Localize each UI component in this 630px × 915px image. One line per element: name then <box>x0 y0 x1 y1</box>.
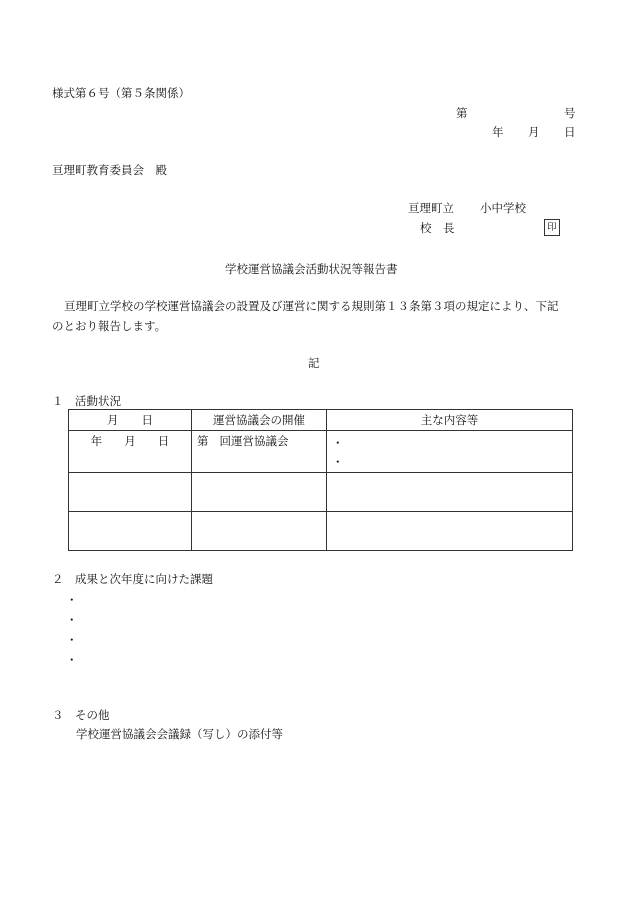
ref-go: 号 <box>564 106 576 120</box>
date-cell <box>69 473 192 512</box>
principal-label: 校 長 <box>420 221 455 235</box>
ref-dai: 第 <box>456 106 468 120</box>
list-item: ・ <box>66 613 78 627</box>
form-number: 様式第６号（第５条関係） <box>52 86 190 100</box>
row-month: 月 <box>124 434 136 448</box>
content-bullet: ・ <box>332 455 344 469</box>
table-header-row <box>69 410 573 431</box>
meeting-rest: 回運営協議会 <box>219 434 289 448</box>
content-cell <box>327 512 573 551</box>
date-cell <box>69 512 192 551</box>
meeting-dai: 第 <box>197 434 209 448</box>
addressee: 亘理町教育委員会 殿 <box>52 163 167 177</box>
seal-mark: 印 <box>544 219 560 236</box>
table-row <box>69 473 573 512</box>
section-2-heading: ２ 成果と次年度に向けた課題 <box>52 572 213 586</box>
meeting-cell <box>192 473 327 512</box>
content-bullet: ・ <box>332 436 344 450</box>
date-month: 月 <box>528 125 540 139</box>
sender-town: 亘理町立 <box>408 201 454 215</box>
list-item: ・ <box>66 633 78 647</box>
row-year: 年 <box>90 434 103 448</box>
section-3-text: 学校運営協議会会議録（写し）の添付等 <box>76 727 283 741</box>
section-1-heading: １ 活動状況 <box>52 394 121 408</box>
section-2-bullets <box>66 590 78 670</box>
body-line-2: のとおり報告します。 <box>52 319 167 333</box>
date-day: 日 <box>564 125 576 139</box>
body-line-1: 亘理町立学校の学校運営協議会の設置及び運営に関する規則第１３条第３項の規定により、下記 <box>64 299 559 313</box>
sender-school: 小中学校 <box>480 201 526 215</box>
meeting-cell <box>192 512 327 551</box>
row-day: 日 <box>157 434 170 448</box>
content-cell <box>327 473 573 512</box>
date-year: 年 <box>492 125 504 139</box>
document-title: 学校運営協議会活動状況等報告書 <box>225 262 398 276</box>
header-content: 主な内容等 <box>327 410 573 431</box>
list-item: ・ <box>66 593 78 607</box>
section-3-heading: ３ その他 <box>52 708 110 722</box>
activity-table <box>68 409 573 551</box>
content-cell <box>327 431 573 473</box>
meeting-cell <box>192 431 327 473</box>
header-date: 月 日 <box>69 410 192 431</box>
table-row <box>69 431 573 473</box>
date-cell <box>69 431 192 473</box>
table-row <box>69 512 573 551</box>
header-meeting: 運営協議会の開催 <box>192 410 327 431</box>
ki-heading: 記 <box>308 356 320 370</box>
list-item: ・ <box>66 653 78 667</box>
